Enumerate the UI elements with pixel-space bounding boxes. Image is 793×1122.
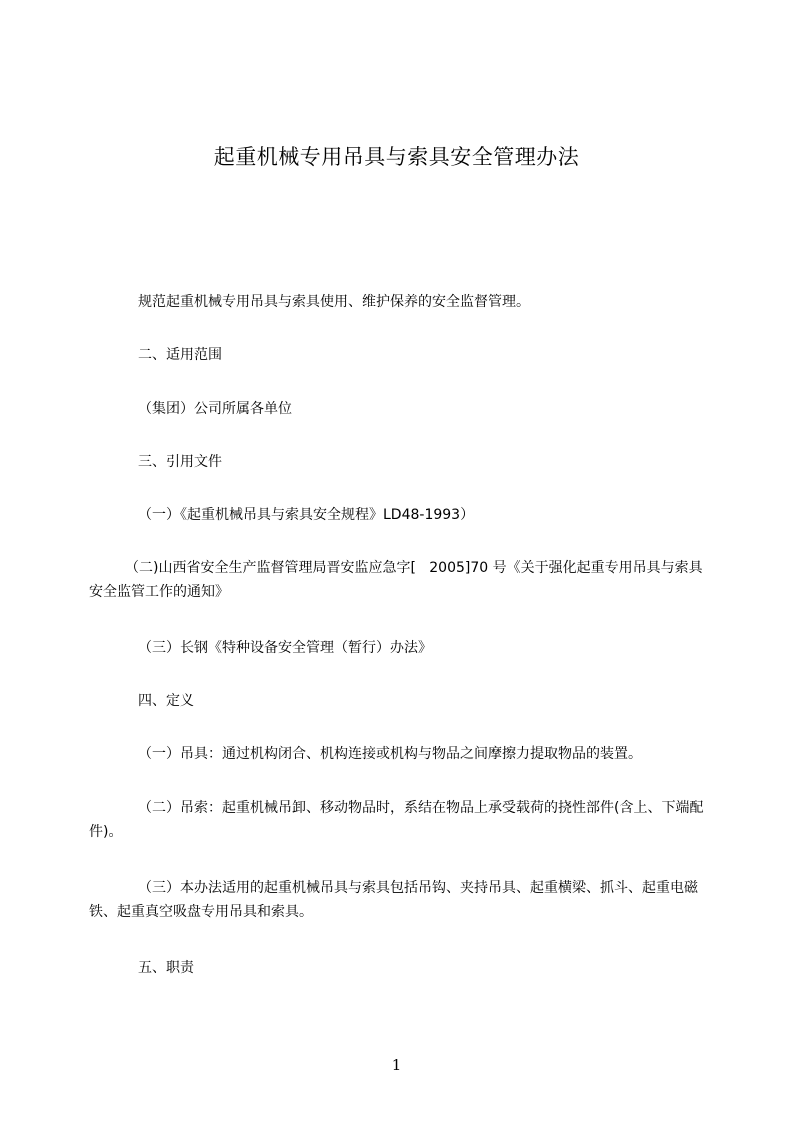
reference-item-1: （一）《起重机械吊具与索具安全规程》LD48-1993） [138,507,475,523]
document-title: 起重机械专用吊具与索具安全管理办法 [213,145,580,169]
paragraph-scope: （集团）公司所属各单位 [138,401,292,417]
section-heading-references: 三、引用文件 [138,454,222,470]
section-heading-definitions: 四、定义 [138,693,194,709]
definition-item-1: （一）吊具：通过机构闭合、机构连接或机构与物品之间摩擦力提取物品的装置。 [138,746,642,762]
page-number: 1 [391,1056,402,1074]
reference-item-2: （二)山西省安全生产监督管理局晋安监应急字[ 2005]70 号《关于强化起重专用吊具与索具安全监管工作的通知》 [89,560,703,600]
definition-item-2: （二）吊索：起重机械吊卸、移动物品时，系结在物品上承受载荷的挠性部件(含上、下端配件)。 [89,800,704,840]
definition-item-3: （三）本办法适用的起重机械吊具与索具包括吊钩、夹持吊具、起重横梁、抓斗、起重电磁铁、起重真空吸盘专用吊具和索具。 [89,880,698,920]
reference-item-3: （三）长钢《特种设备安全管理（暂行）办法》 [138,640,432,656]
section-heading-scope: 二、适用范围 [138,347,222,363]
section-heading-duties: 五、职责 [138,960,194,976]
paragraph-purpose: 规范起重机械专用吊具与索具使用、维护保养的安全监督管理。 [138,294,530,310]
